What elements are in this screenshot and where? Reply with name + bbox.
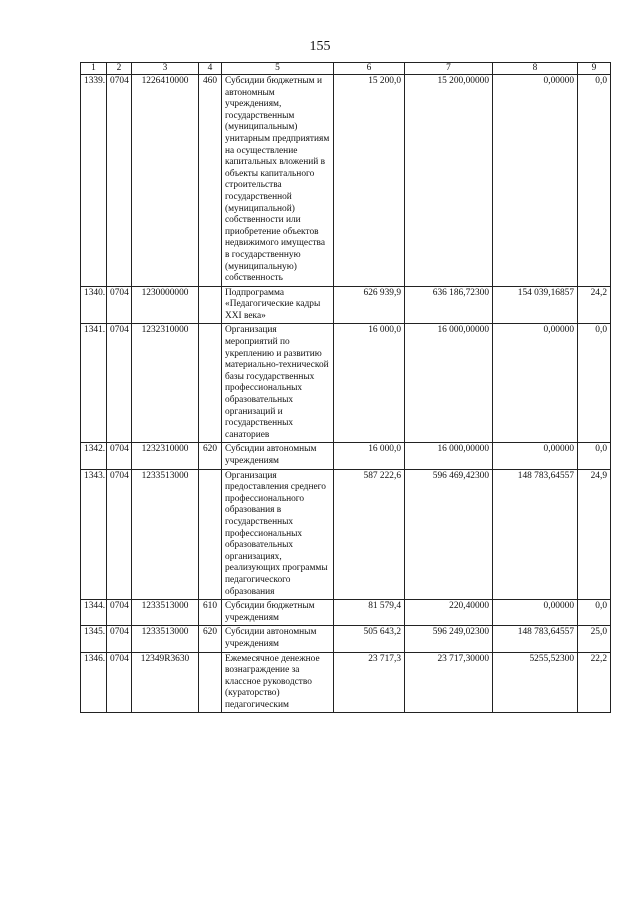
section-code: 0704 <box>107 75 132 287</box>
value-col7: 636 186,72300 <box>405 286 493 324</box>
value-col8: 0,00000 <box>493 75 578 287</box>
value-col8: 0,00000 <box>493 443 578 469</box>
header-cell: 6 <box>334 63 405 75</box>
target-code: 1233513000 <box>132 600 199 626</box>
expense-type <box>199 652 222 713</box>
budget-table <box>80 62 611 713</box>
section-code: 0704 <box>107 443 132 469</box>
item-name: Субсидии бюджетным учреждениям <box>222 600 334 626</box>
table-row <box>81 286 611 324</box>
value-col6: 626 939,9 <box>334 286 405 324</box>
row-number: 1346. <box>81 652 107 713</box>
target-code: 1233513000 <box>132 469 199 600</box>
expense-type <box>199 469 222 600</box>
value-col9: 0,0 <box>578 324 611 443</box>
target-code: 1226410000 <box>132 75 199 287</box>
expense-type: 610 <box>199 600 222 626</box>
header-cell: 3 <box>132 63 199 75</box>
section-code: 0704 <box>107 600 132 626</box>
target-code: 1230000000 <box>132 286 199 324</box>
item-name: Субсидии бюджетным и автономным учреждениям, государственным (муниципальным) унитарным предприятиям на осуществление капитальных вложений в объекты капитального строительства государственной (муниципальной) собственности или приобретение объектов недвижимого имущества в государственную (муниципальную) собственность <box>222 75 334 287</box>
table-row <box>81 626 611 652</box>
row-number: 1342. <box>81 443 107 469</box>
page-number: 155 <box>309 39 331 54</box>
item-name: Ежемесячное денежное вознаграждение за классное руководство (кураторство) педагогическим <box>222 652 334 713</box>
value-col6: 16 000,0 <box>334 443 405 469</box>
item-name: Организация предоставления среднего профессионального образования в государственных профессиональных образовательных организациях, реализующих программы педагогического образования <box>222 469 334 600</box>
table-header-row <box>81 63 611 75</box>
table-row <box>81 443 611 469</box>
section-code: 0704 <box>107 626 132 652</box>
expense-type: 620 <box>199 626 222 652</box>
row-number: 1344. <box>81 600 107 626</box>
header-cell: 2 <box>107 63 132 75</box>
item-name: Организация мероприятий по укреплению и развитию материально-технической базы государственных профессиональных образовательных организаций и государственных санаториев <box>222 324 334 443</box>
value-col7: 15 200,00000 <box>405 75 493 287</box>
item-name: Субсидии автономным учреждениям <box>222 626 334 652</box>
value-col9: 25,0 <box>578 626 611 652</box>
value-col8: 5255,52300 <box>493 652 578 713</box>
value-col7: 16 000,00000 <box>405 324 493 443</box>
value-col6: 505 643,2 <box>334 626 405 652</box>
value-col8: 0,00000 <box>493 324 578 443</box>
section-code: 0704 <box>107 286 132 324</box>
expense-type <box>199 324 222 443</box>
value-col6: 81 579,4 <box>334 600 405 626</box>
table-row <box>81 324 611 443</box>
header-cell: 8 <box>493 63 578 75</box>
value-col9: 22,2 <box>578 652 611 713</box>
value-col9: 0,0 <box>578 443 611 469</box>
row-number: 1343. <box>81 469 107 600</box>
item-name: Субсидии автономным учреждениям <box>222 443 334 469</box>
target-code: 1232310000 <box>132 324 199 443</box>
target-code: 1232310000 <box>132 443 199 469</box>
value-col8: 154 039,16857 <box>493 286 578 324</box>
value-col7: 596 249,02300 <box>405 626 493 652</box>
section-code: 0704 <box>107 652 132 713</box>
item-name: Подпрограмма «Педагогические кадры XXI века» <box>222 286 334 324</box>
value-col9: 0,0 <box>578 600 611 626</box>
row-number: 1340. <box>81 286 107 324</box>
section-code: 0704 <box>107 469 132 600</box>
row-number: 1341. <box>81 324 107 443</box>
value-col8: 148 783,64557 <box>493 626 578 652</box>
value-col8: 0,00000 <box>493 600 578 626</box>
table-row <box>81 600 611 626</box>
header-cell: 4 <box>199 63 222 75</box>
expense-type: 620 <box>199 443 222 469</box>
value-col8: 148 783,64557 <box>493 469 578 600</box>
value-col6: 23 717,3 <box>334 652 405 713</box>
value-col9: 24,2 <box>578 286 611 324</box>
target-code: 1233513000 <box>132 626 199 652</box>
section-code: 0704 <box>107 324 132 443</box>
table-row <box>81 652 611 713</box>
header-cell: 9 <box>578 63 611 75</box>
value-col6: 15 200,0 <box>334 75 405 287</box>
value-col9: 24,9 <box>578 469 611 600</box>
value-col6: 16 000,0 <box>334 324 405 443</box>
value-col6: 587 222,6 <box>334 469 405 600</box>
value-col7: 23 717,30000 <box>405 652 493 713</box>
value-col7: 220,40000 <box>405 600 493 626</box>
expense-type <box>199 286 222 324</box>
header-cell: 1 <box>81 63 107 75</box>
value-col7: 16 000,00000 <box>405 443 493 469</box>
expense-type: 460 <box>199 75 222 287</box>
header-cell: 5 <box>222 63 334 75</box>
row-number: 1345. <box>81 626 107 652</box>
table-row <box>81 469 611 600</box>
target-code: 12349R3630 <box>132 652 199 713</box>
value-col7: 596 469,42300 <box>405 469 493 600</box>
row-number: 1339. <box>81 75 107 287</box>
value-col9: 0,0 <box>578 75 611 287</box>
header-cell: 7 <box>405 63 493 75</box>
table-row <box>81 75 611 287</box>
